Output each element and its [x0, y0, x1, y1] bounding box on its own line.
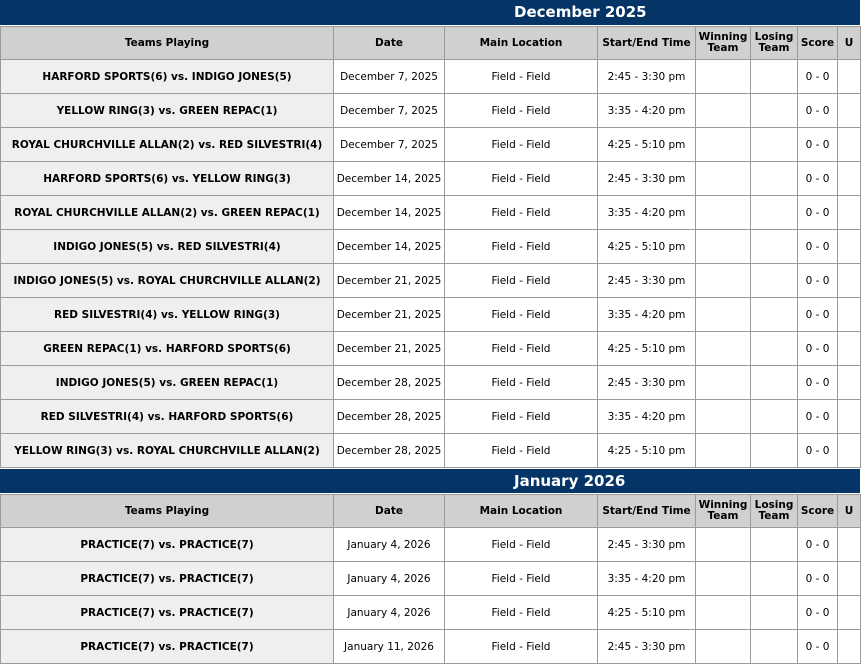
cell-teams: HARFORD SPORTS(6) vs. YELLOW RING(3): [1, 162, 334, 196]
cell-extra: [838, 596, 861, 630]
cell-location: Field - Field: [445, 332, 598, 366]
cell-location: Field - Field: [445, 400, 598, 434]
cell-date: January 4, 2026: [334, 528, 445, 562]
cell-teams: GREEN REPAC(1) vs. HARFORD SPORTS(6): [1, 332, 334, 366]
table-row: [1, 264, 861, 298]
cell-date: December 21, 2025: [334, 264, 445, 298]
cell-time: 4:25 - 5:10 pm: [598, 434, 696, 468]
cell-location: Field - Field: [445, 94, 598, 128]
cell-losing: [751, 434, 798, 468]
cell-location: Field - Field: [445, 366, 598, 400]
table-row: [1, 366, 861, 400]
cell-time: 3:35 - 4:20 pm: [598, 94, 696, 128]
column-header-winning: Winning Team: [696, 495, 751, 528]
month-heading: December 2025: [0, 0, 860, 26]
cell-losing: [751, 298, 798, 332]
cell-score: 0 - 0: [798, 332, 838, 366]
table-row: [1, 332, 861, 366]
cell-time: 2:45 - 3:30 pm: [598, 630, 696, 664]
cell-time: 4:25 - 5:10 pm: [598, 596, 696, 630]
cell-score: 0 - 0: [798, 298, 838, 332]
cell-date: December 14, 2025: [334, 230, 445, 264]
cell-extra: [838, 298, 861, 332]
cell-losing: [751, 230, 798, 264]
column-header-winning: Winning Team: [696, 27, 751, 60]
cell-location: Field - Field: [445, 162, 598, 196]
cell-losing: [751, 332, 798, 366]
cell-location: Field - Field: [445, 264, 598, 298]
cell-winning: [696, 562, 751, 596]
cell-score: 0 - 0: [798, 60, 838, 94]
column-header-location: Main Location: [445, 495, 598, 528]
cell-score: 0 - 0: [798, 596, 838, 630]
cell-extra: [838, 264, 861, 298]
cell-score: 0 - 0: [798, 630, 838, 664]
cell-extra: [838, 196, 861, 230]
cell-date: December 28, 2025: [334, 366, 445, 400]
cell-extra: [838, 528, 861, 562]
cell-time: 3:35 - 4:20 pm: [598, 298, 696, 332]
cell-losing: [751, 128, 798, 162]
cell-score: 0 - 0: [798, 562, 838, 596]
column-header-extra: U: [838, 495, 861, 528]
table-row: [1, 162, 861, 196]
cell-time: 2:45 - 3:30 pm: [598, 264, 696, 298]
cell-extra: [838, 400, 861, 434]
cell-losing: [751, 630, 798, 664]
cell-winning: [696, 60, 751, 94]
cell-teams: INDIGO JONES(5) vs. GREEN REPAC(1): [1, 366, 334, 400]
cell-score: 0 - 0: [798, 196, 838, 230]
table-row: [1, 528, 861, 562]
cell-score: 0 - 0: [798, 162, 838, 196]
cell-location: Field - Field: [445, 562, 598, 596]
cell-date: December 21, 2025: [334, 298, 445, 332]
month-heading: January 2026: [0, 469, 860, 494]
cell-winning: [696, 332, 751, 366]
cell-time: 3:35 - 4:20 pm: [598, 196, 696, 230]
column-header-teams: Teams Playing: [1, 495, 334, 528]
table-row: [1, 434, 861, 468]
cell-date: December 7, 2025: [334, 60, 445, 94]
cell-winning: [696, 434, 751, 468]
cell-time: 4:25 - 5:10 pm: [598, 230, 696, 264]
cell-time: 4:25 - 5:10 pm: [598, 128, 696, 162]
column-header-score: Score: [798, 495, 838, 528]
cell-score: 0 - 0: [798, 434, 838, 468]
cell-score: 0 - 0: [798, 366, 838, 400]
cell-location: Field - Field: [445, 196, 598, 230]
table-row: [1, 196, 861, 230]
cell-losing: [751, 196, 798, 230]
cell-winning: [696, 162, 751, 196]
cell-time: 3:35 - 4:20 pm: [598, 562, 696, 596]
cell-location: Field - Field: [445, 596, 598, 630]
cell-teams: HARFORD SPORTS(6) vs. INDIGO JONES(5): [1, 60, 334, 94]
cell-date: December 14, 2025: [334, 196, 445, 230]
schedule-table: [0, 494, 861, 664]
cell-date: December 7, 2025: [334, 94, 445, 128]
cell-date: January 4, 2026: [334, 562, 445, 596]
cell-winning: [696, 400, 751, 434]
cell-extra: [838, 128, 861, 162]
table-row: [1, 128, 861, 162]
cell-score: 0 - 0: [798, 264, 838, 298]
cell-winning: [696, 94, 751, 128]
column-header-time: Start/End Time: [598, 495, 696, 528]
cell-teams: RED SILVESTRI(4) vs. YELLOW RING(3): [1, 298, 334, 332]
column-header-losing: Losing Team: [751, 27, 798, 60]
cell-losing: [751, 60, 798, 94]
cell-extra: [838, 630, 861, 664]
cell-location: Field - Field: [445, 434, 598, 468]
cell-extra: [838, 230, 861, 264]
column-header-losing: Losing Team: [751, 495, 798, 528]
cell-time: 2:45 - 3:30 pm: [598, 366, 696, 400]
cell-extra: [838, 366, 861, 400]
cell-losing: [751, 562, 798, 596]
cell-score: 0 - 0: [798, 528, 838, 562]
cell-winning: [696, 264, 751, 298]
cell-location: Field - Field: [445, 298, 598, 332]
cell-winning: [696, 596, 751, 630]
cell-extra: [838, 332, 861, 366]
cell-date: December 7, 2025: [334, 128, 445, 162]
cell-time: 4:25 - 5:10 pm: [598, 332, 696, 366]
cell-score: 0 - 0: [798, 128, 838, 162]
cell-date: December 28, 2025: [334, 400, 445, 434]
cell-extra: [838, 434, 861, 468]
table-row: [1, 596, 861, 630]
table-row: [1, 298, 861, 332]
cell-teams: YELLOW RING(3) vs. ROYAL CHURCHVILLE ALLAN(2): [1, 434, 334, 468]
cell-winning: [696, 128, 751, 162]
cell-teams: ROYAL CHURCHVILLE ALLAN(2) vs. RED SILVESTRI(4): [1, 128, 334, 162]
cell-winning: [696, 298, 751, 332]
cell-extra: [838, 562, 861, 596]
cell-teams: ROYAL CHURCHVILLE ALLAN(2) vs. GREEN REPAC(1): [1, 196, 334, 230]
table-row: [1, 230, 861, 264]
cell-date: January 11, 2026: [334, 630, 445, 664]
cell-losing: [751, 264, 798, 298]
cell-losing: [751, 366, 798, 400]
cell-winning: [696, 528, 751, 562]
cell-extra: [838, 94, 861, 128]
cell-location: Field - Field: [445, 128, 598, 162]
table-row: [1, 60, 861, 94]
cell-winning: [696, 630, 751, 664]
cell-losing: [751, 400, 798, 434]
cell-location: Field - Field: [445, 60, 598, 94]
table-row: [1, 94, 861, 128]
cell-losing: [751, 528, 798, 562]
cell-winning: [696, 366, 751, 400]
cell-date: January 4, 2026: [334, 596, 445, 630]
cell-location: Field - Field: [445, 528, 598, 562]
cell-location: Field - Field: [445, 630, 598, 664]
cell-teams: INDIGO JONES(5) vs. RED SILVESTRI(4): [1, 230, 334, 264]
cell-losing: [751, 596, 798, 630]
header-row: [1, 495, 861, 528]
cell-date: December 14, 2025: [334, 162, 445, 196]
cell-time: 2:45 - 3:30 pm: [598, 528, 696, 562]
column-header-score: Score: [798, 27, 838, 60]
cell-teams: PRACTICE(7) vs. PRACTICE(7): [1, 630, 334, 664]
column-header-date: Date: [334, 27, 445, 60]
column-header-teams: Teams Playing: [1, 27, 334, 60]
cell-winning: [696, 196, 751, 230]
cell-time: 2:45 - 3:30 pm: [598, 162, 696, 196]
cell-date: December 21, 2025: [334, 332, 445, 366]
cell-location: Field - Field: [445, 230, 598, 264]
cell-extra: [838, 60, 861, 94]
header-row: [1, 27, 861, 60]
column-header-location: Main Location: [445, 27, 598, 60]
cell-losing: [751, 94, 798, 128]
cell-teams: INDIGO JONES(5) vs. ROYAL CHURCHVILLE ALLAN(2): [1, 264, 334, 298]
cell-teams: PRACTICE(7) vs. PRACTICE(7): [1, 562, 334, 596]
cell-teams: RED SILVESTRI(4) vs. HARFORD SPORTS(6): [1, 400, 334, 434]
table-row: [1, 400, 861, 434]
table-row: [1, 562, 861, 596]
cell-time: 3:35 - 4:20 pm: [598, 400, 696, 434]
cell-winning: [696, 230, 751, 264]
cell-date: December 28, 2025: [334, 434, 445, 468]
column-header-date: Date: [334, 495, 445, 528]
cell-teams: PRACTICE(7) vs. PRACTICE(7): [1, 596, 334, 630]
schedule-table: [0, 26, 861, 468]
cell-extra: [838, 162, 861, 196]
cell-teams: YELLOW RING(3) vs. GREEN REPAC(1): [1, 94, 334, 128]
cell-time: 2:45 - 3:30 pm: [598, 60, 696, 94]
cell-losing: [751, 162, 798, 196]
cell-teams: PRACTICE(7) vs. PRACTICE(7): [1, 528, 334, 562]
column-header-time: Start/End Time: [598, 27, 696, 60]
cell-score: 0 - 0: [798, 94, 838, 128]
cell-score: 0 - 0: [798, 230, 838, 264]
table-row: [1, 630, 861, 664]
cell-score: 0 - 0: [798, 400, 838, 434]
column-header-extra: U: [838, 27, 861, 60]
